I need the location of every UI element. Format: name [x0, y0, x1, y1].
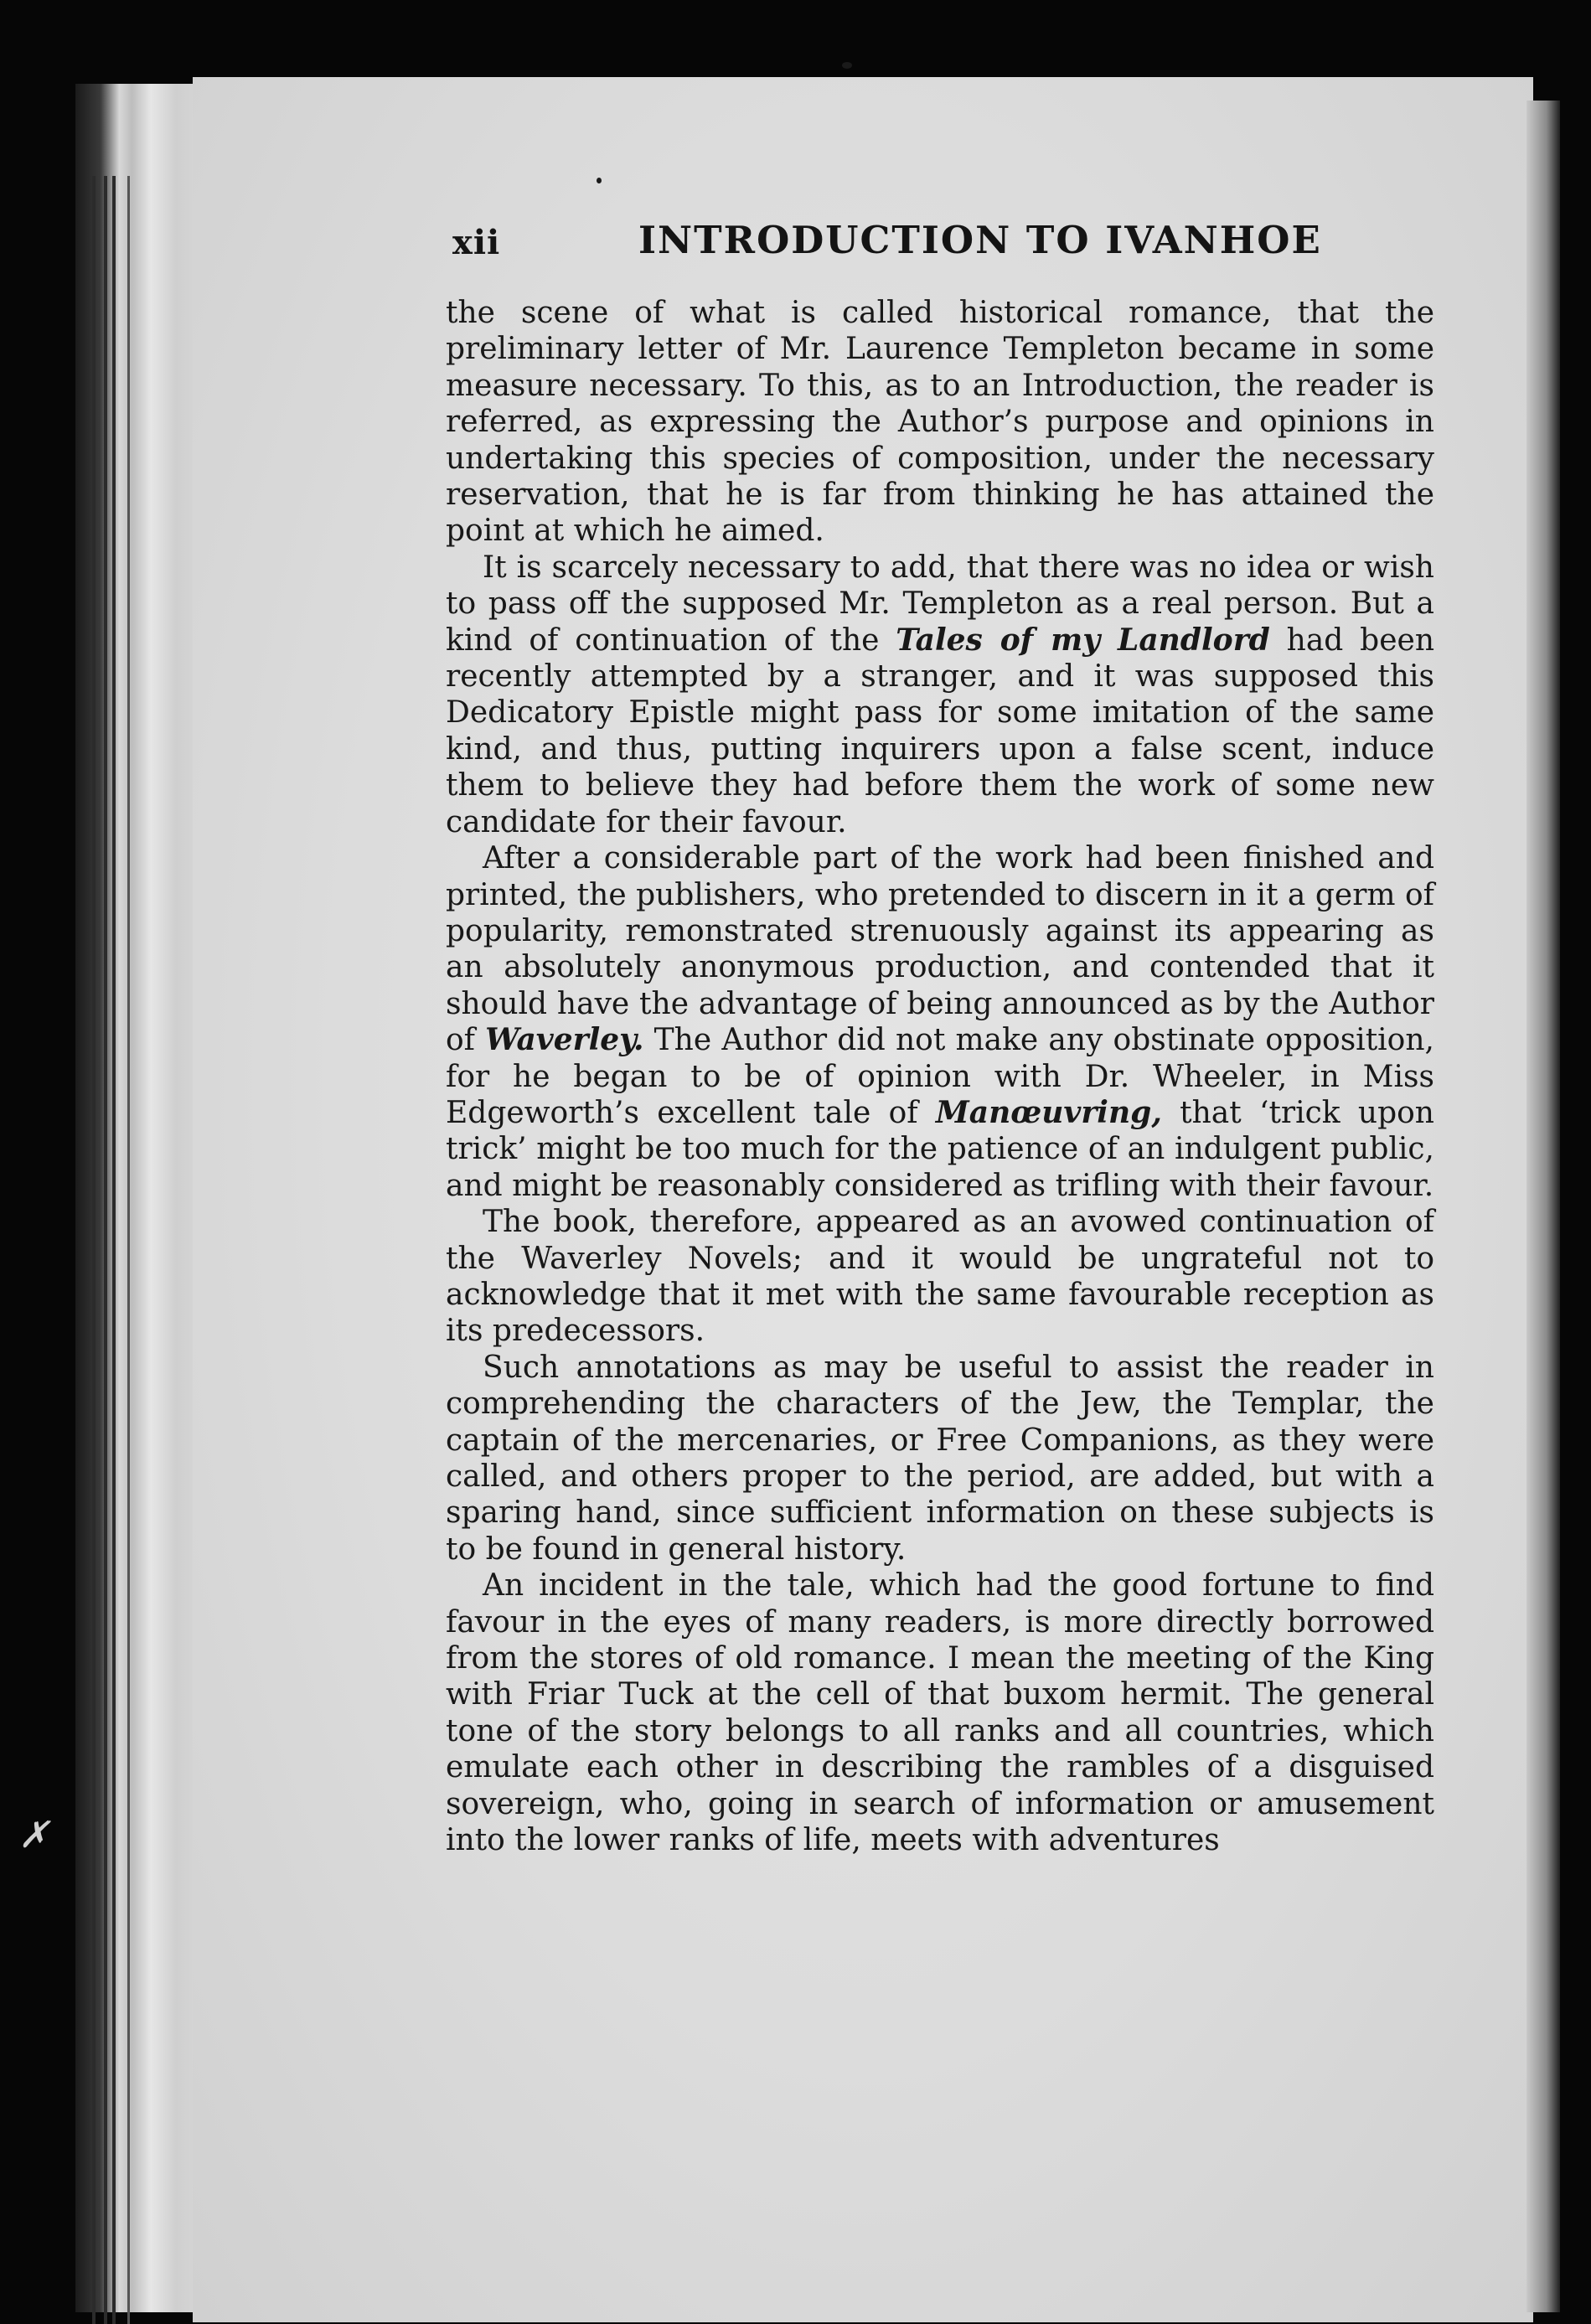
text-run: the scene of what is called historical romance, that the preliminary letter of Mr. Laurence Templeton became in some measure necessary. To this, as to an Introduction, the reader is referred, as expressing the Author’s purpose and opinions in undertaking this species of composition, under the necessary reservation, that he is far from thinking he has attained the point at which he aimed.: [446, 296, 1434, 549]
paragraph: [446, 1567, 1434, 1858]
text-run: The book, therefore, appeared as an avowed continuation of the Waverley Novels; and it would be ungrateful not to acknowledge that it met with the same favourable reception as its predecessors.: [446, 1205, 1434, 1349]
text-run: Such annotations as may be useful to assist the reader in comprehending the characters of the Jew, the Templar, the captain of the mercenaries, or Free Companions, as they were called, and others proper to the period, are added, but with a sparing hand, since sufficient information on these subjects is to be found in general history.: [446, 1350, 1434, 1567]
text-run: After a considerable part of the work had been finished and printed, the publishers, who pretended to discern in it a germ of popularity, remonstrated strenuously against its appearing as an absolutely anonymous production, and contended that it should have the advantage of being announced as by the Author of: [446, 841, 1434, 1058]
paragraph: [446, 1350, 1434, 1567]
text-run: had been recently attempted by a stranger, and it was supposed this Dedicatory Epistle might pass for some imitation of the same kind, and thus, putting inquirers upon a false scent, induce them to believe they had before them the work of some new candidate for their favour.: [446, 622, 1435, 839]
text-run: The Author did not make any obstinate opposition, for he began to be of opinion with Dr. Wheeler, in Miss Edgeworth’s excellent tale of: [446, 1023, 1434, 1130]
scan-speck: [842, 62, 852, 69]
page-right-edge: [1526, 101, 1560, 2312]
text-run: that ‘trick upon trick’ might be too much for the patience of an indulgent public, and might be reasonably considered as trifling with their favour.: [446, 1095, 1434, 1203]
stack-line: [104, 176, 107, 2324]
paragraph: [446, 840, 1434, 1204]
stack-line: [112, 176, 116, 2324]
page-number: xii: [452, 223, 501, 262]
scan-speck: [597, 178, 602, 183]
margin-scratch: ✗: [18, 1814, 49, 1857]
running-header: [452, 216, 1441, 275]
italic-title: Tales of my Landlord: [896, 622, 1270, 658]
body-text: [446, 295, 1434, 1858]
italic-title: Waverley.: [485, 1022, 644, 1058]
running-title: INTRODUCTION TO IVANHOE: [638, 218, 1322, 262]
text-run: It is scarcely necessary to add, that there was no idea or wish to pass off the supposed Mr. Templeton as a real person. But a kind of continuation of the: [446, 550, 1434, 658]
paragraph: [446, 550, 1434, 840]
paragraph: [446, 295, 1434, 550]
text-run: An incident in the tale, which had the good fortune to find favour in the eyes of many readers, is more directly borrowed from the stores of old romance. I mean the meeting of the King with Friar Tuck at the cell of that buxom hermit. The general tone of the story belongs to all ranks and all countries, which emulate each other in describing the rambles of a disguised sovereign, who, going in search of information or amusement into the lower ranks of life, meets with adventures: [446, 1568, 1434, 1858]
page-stack-edge: [75, 84, 201, 2312]
italic-title: Manœuvring,: [935, 1094, 1162, 1130]
stack-line: [127, 176, 130, 2324]
paragraph: [446, 1204, 1434, 1350]
stack-line: [92, 176, 96, 2324]
